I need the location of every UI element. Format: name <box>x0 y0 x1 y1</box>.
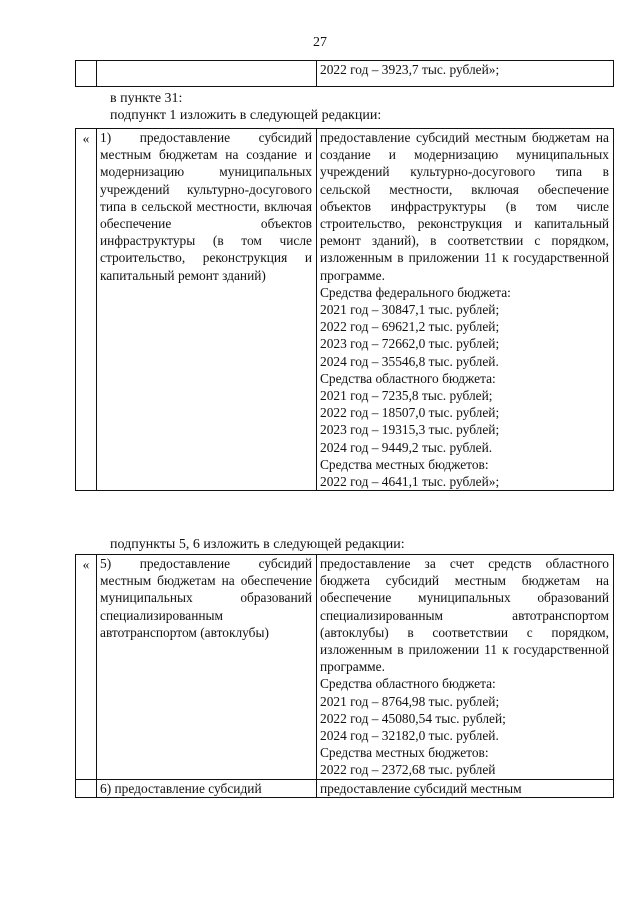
regional-budget-line: 2021 год – 8764,98 тыс. рублей; <box>320 693 500 709</box>
opening-quote: « <box>82 131 90 146</box>
paragraph-point-31: в пункте 31: <box>110 91 183 106</box>
funding-description <box>317 129 614 491</box>
regional-budget-line: 2023 год – 19315,3 тыс. рублей; <box>320 422 500 438</box>
regional-budget-line: 2024 год – 9449,2 тыс. рублей. <box>320 439 493 455</box>
measure-description: 6) предоставление субсидий <box>97 779 317 797</box>
regional-budget-line: 2021 год – 7235,8 тыс. рублей; <box>320 388 493 404</box>
regional-budget-title: Средства областного бюджета: <box>320 370 496 386</box>
top-table-fragment <box>75 60 614 87</box>
paragraph-subpoints-5-6: подпункты 5, 6 изложить в следующей редакции: <box>110 537 405 552</box>
regional-budget-line: 2022 год – 18507,0 тыс. рублей; <box>320 405 500 421</box>
measure-cell <box>97 61 317 87</box>
federal-budget-title: Средства федерального бюджета: <box>320 284 511 300</box>
regional-budget-title: Средства областного бюджета: <box>320 676 496 692</box>
funding-description: предоставление субсидий местным <box>317 779 614 797</box>
regional-budget-line: 2024 год – 32182,0 тыс. рублей. <box>320 728 499 744</box>
table-row <box>76 129 614 491</box>
funding-intro: предоставление за счет средств областного бюджета субсидий местным бюджетам на обеспечение муниципальных образований специализированным автотранспортом (автоклубы) в соответствии с порядком, изложенным в приложении 11 к государственной программе. <box>320 556 609 675</box>
federal-budget-line: 2021 год – 30847,1 тыс. рублей; <box>320 302 500 318</box>
regional-budget-line: 2022 год – 45080,54 тыс. рублей; <box>320 710 506 726</box>
funding-intro: предоставление субсидий местным бюджетам на создание и модернизацию муниципальных учреждений культурно-досугового типа в сельской местности, включая обеспечение объектов инфраструктуры (в том числе строительство, реконструкция и капитальный ремонт зданий), в соответствии с порядком, изложенным в приложении 11 к государственной программе. <box>320 130 609 283</box>
subpoints-5-6-table <box>75 554 614 798</box>
paragraph-subpoint-1: подпункт 1 изложить в следующей редакции: <box>110 108 382 123</box>
quote-cell <box>76 61 97 87</box>
table-row <box>76 779 614 797</box>
subpoint-1-table <box>75 128 614 491</box>
local-budget-title: Средства местных бюджетов: <box>320 456 489 472</box>
table-row <box>76 61 614 87</box>
measure-description: 5) предоставление субсидий местным бюджетам на обеспечение муниципальных образований специализированным автотранспортом (автоклубы) <box>97 555 317 780</box>
local-budget-title: Средства местных бюджетов: <box>320 745 489 761</box>
local-budget-line: 2022 год – 4641,1 тыс. рублей»; <box>320 474 500 490</box>
opening-quote: « <box>82 557 90 572</box>
funding-description <box>317 555 614 780</box>
local-budget-line: 2022 год – 2372,68 тыс. рублей <box>320 762 496 778</box>
federal-budget-line: 2023 год – 72662,0 тыс. рублей; <box>320 336 500 352</box>
federal-budget-line: 2024 год – 35546,8 тыс. рублей. <box>320 353 499 369</box>
federal-budget-line: 2022 год – 69621,2 тыс. рублей; <box>320 319 500 335</box>
measure-description: 1) предоставление субсидий местным бюджетам на создание и модернизацию муниципальных учреждений культурно-досугового типа в сельской местности, включая обеспечение объектов инфраструктуры (в том числе строительство, реконструкция и капитальный ремонт зданий) <box>97 129 317 491</box>
page-number: 27 <box>313 35 327 50</box>
budget-cell: 2022 год – 3923,7 тыс. рублей»; <box>317 61 614 87</box>
table-row <box>76 555 614 780</box>
